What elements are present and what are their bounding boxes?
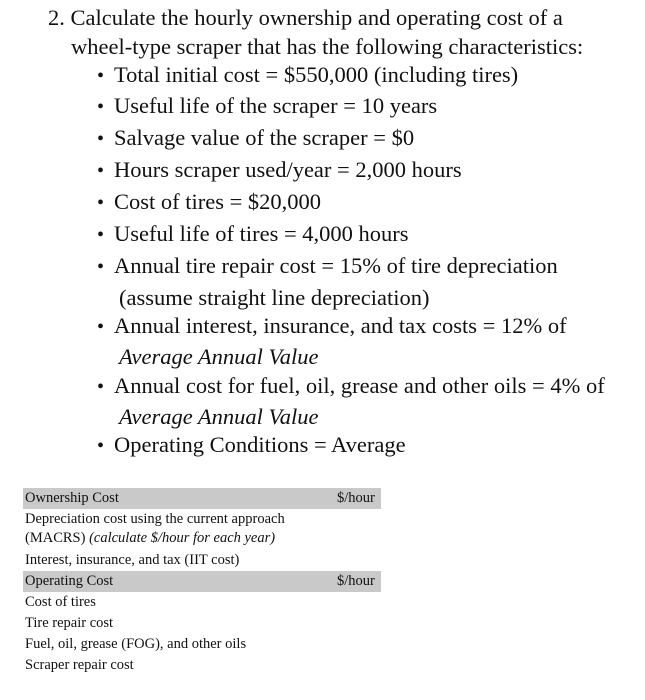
bullet-icon: • xyxy=(97,160,105,182)
bullet-icon: • xyxy=(97,435,105,457)
bullet-item xyxy=(97,93,437,120)
bullet-text: Cost of tires = $20,000 xyxy=(114,189,322,214)
bullet-icon: • xyxy=(97,65,105,87)
table-row xyxy=(23,550,381,571)
ownership-cost-label: Ownership Cost xyxy=(25,490,119,506)
bullet-text: Useful life of tires = 4,000 hours xyxy=(114,221,409,246)
bullet-item xyxy=(97,432,406,459)
bullet-icon: • xyxy=(97,96,105,118)
table-row xyxy=(23,592,381,613)
scraper-repair-label: Scraper repair cost xyxy=(25,657,134,673)
operating-cost-label: Operating Cost xyxy=(25,573,114,589)
bullet-item xyxy=(97,253,558,280)
fog-label: Fuel, oil, grease (FOG), and other oils xyxy=(25,636,247,652)
cost-table xyxy=(23,488,381,676)
bullet-item xyxy=(97,221,409,248)
question-line-2: wheel-type scraper that has the following characteristics: xyxy=(71,34,584,59)
table-row xyxy=(23,655,381,676)
bullet-item xyxy=(97,313,567,340)
bullet-icon: • xyxy=(97,316,105,338)
bullet-continuation: Average Annual Value xyxy=(119,404,319,429)
bullet-continuation: Average Annual Value xyxy=(119,344,319,369)
table-row xyxy=(23,509,381,550)
bullet-text: Annual tire repair cost = 15% of tire depreciation xyxy=(114,253,558,278)
bullet-item xyxy=(97,62,518,89)
bullet-text: Hours scraper used/year = 2,000 hours xyxy=(114,157,462,182)
bullet-text: Operating Conditions = Average xyxy=(114,432,406,457)
bullet-icon: • xyxy=(97,192,105,214)
bullet-item xyxy=(97,373,605,400)
bullet-continuation: (assume straight line depreciation) xyxy=(119,285,430,310)
bullet-text: Salvage value of the scraper = $0 xyxy=(114,125,415,150)
bullet-text: Useful life of the scraper = 10 years xyxy=(114,93,438,118)
depreciation-note xyxy=(25,529,381,548)
bullet-icon: • xyxy=(97,256,105,278)
operating-cost-header xyxy=(23,571,381,592)
bullet-icon: • xyxy=(97,128,105,150)
bullet-item xyxy=(97,189,321,216)
bullet-item xyxy=(97,157,462,184)
bullet-text: Annual interest, insurance, and tax costs = 12% of xyxy=(114,313,567,338)
bullet-text: Total initial cost = $550,000 (including tires) xyxy=(114,62,519,87)
depreciation-label: Depreciation cost using the current approach xyxy=(25,511,285,527)
iit-label: Interest, insurance, and tax (IIT cost) xyxy=(25,552,240,568)
question-line-1: 2. Calculate the hourly ownership and operating cost of a xyxy=(48,5,563,30)
tires-label: Cost of tires xyxy=(25,594,96,610)
bullet-icon: • xyxy=(97,376,105,398)
tire-repair-label: Tire repair cost xyxy=(25,615,114,631)
bullet-text: Annual cost for fuel, oil, grease and other oils = 4% of xyxy=(114,373,605,398)
operating-unit-label: $/hour xyxy=(337,573,375,589)
bullet-item xyxy=(97,125,414,152)
ownership-cost-header xyxy=(23,488,381,509)
macrs-instruction: (calculate $/hour for each year) xyxy=(89,530,276,546)
table-row xyxy=(23,634,381,655)
bullet-icon: • xyxy=(97,224,105,246)
macrs-label: (MACRS) xyxy=(25,530,90,546)
ownership-unit-label: $/hour xyxy=(337,490,375,506)
table-row xyxy=(23,613,381,634)
